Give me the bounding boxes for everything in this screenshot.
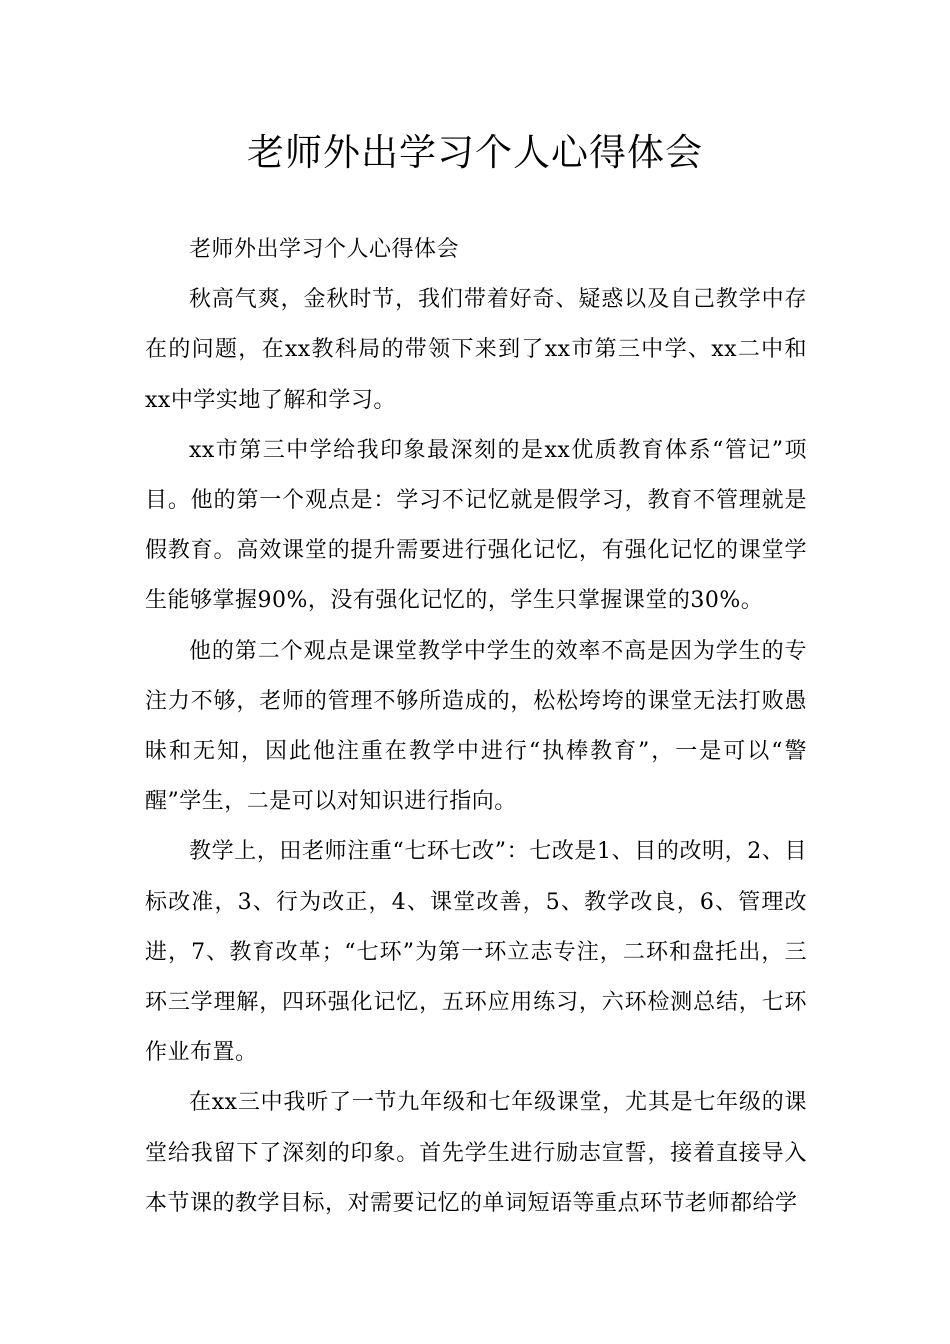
paragraph: 秋高气爽，金秋时节，我们带着好奇、疑惑以及自己教学中存在的问题，在xx教科局的带领下来到了xx市第三中学、xx二中和xx中学实地了解和学习。 <box>145 287 807 413</box>
paragraph: 在xx三中我听了一节九年级和七年级课堂，尤其是七年级的课堂给我留下了深刻的印象。首先学生进行励志宣誓，接着直接导入本节课的教学目标，对需要记忆的单词短语等重点环节老师都给学 <box>145 1090 807 1216</box>
document-body <box>145 225 807 1229</box>
paragraph: 他的第二个观点是课堂教学中学生的效率不高是因为学生的专注力不够，老师的管理不够所造成的，松松垮垮的课堂无法打败愚昧和无知，因此他注重在教学中进行“执棒教育”，一是可以“警醒”学生，二是可以对知识进行指向。 <box>145 638 807 815</box>
paragraph: 老师外出学习个人心得体会 <box>189 237 460 262</box>
document-title: 老师外出学习个人心得体会 <box>247 131 703 174</box>
paragraph: 教学上，田老师注重“七环七改”：七改是1、目的改明，2、目标改准，3、行为改正，4、课堂改善，5、教学改良，6、管理改进，7、教育改革；“七环”为第一环立志专注，二环和盘托出，三环三学理解，四环强化记忆，五环应用练习，六环检测总结，七环作业布置。 <box>145 839 807 1066</box>
paragraph: xx市第三中学给我印象最深刻的是xx优质教育体系“管记”项目。他的第一个观点是：学习不记忆就是假学习，教育不管理就是假教育。高效课堂的提升需要进行强化记忆，有强化记忆的课堂学生能够掌握90%，没有强化记忆的，学生只掌握课堂的30%。 <box>145 437 807 614</box>
